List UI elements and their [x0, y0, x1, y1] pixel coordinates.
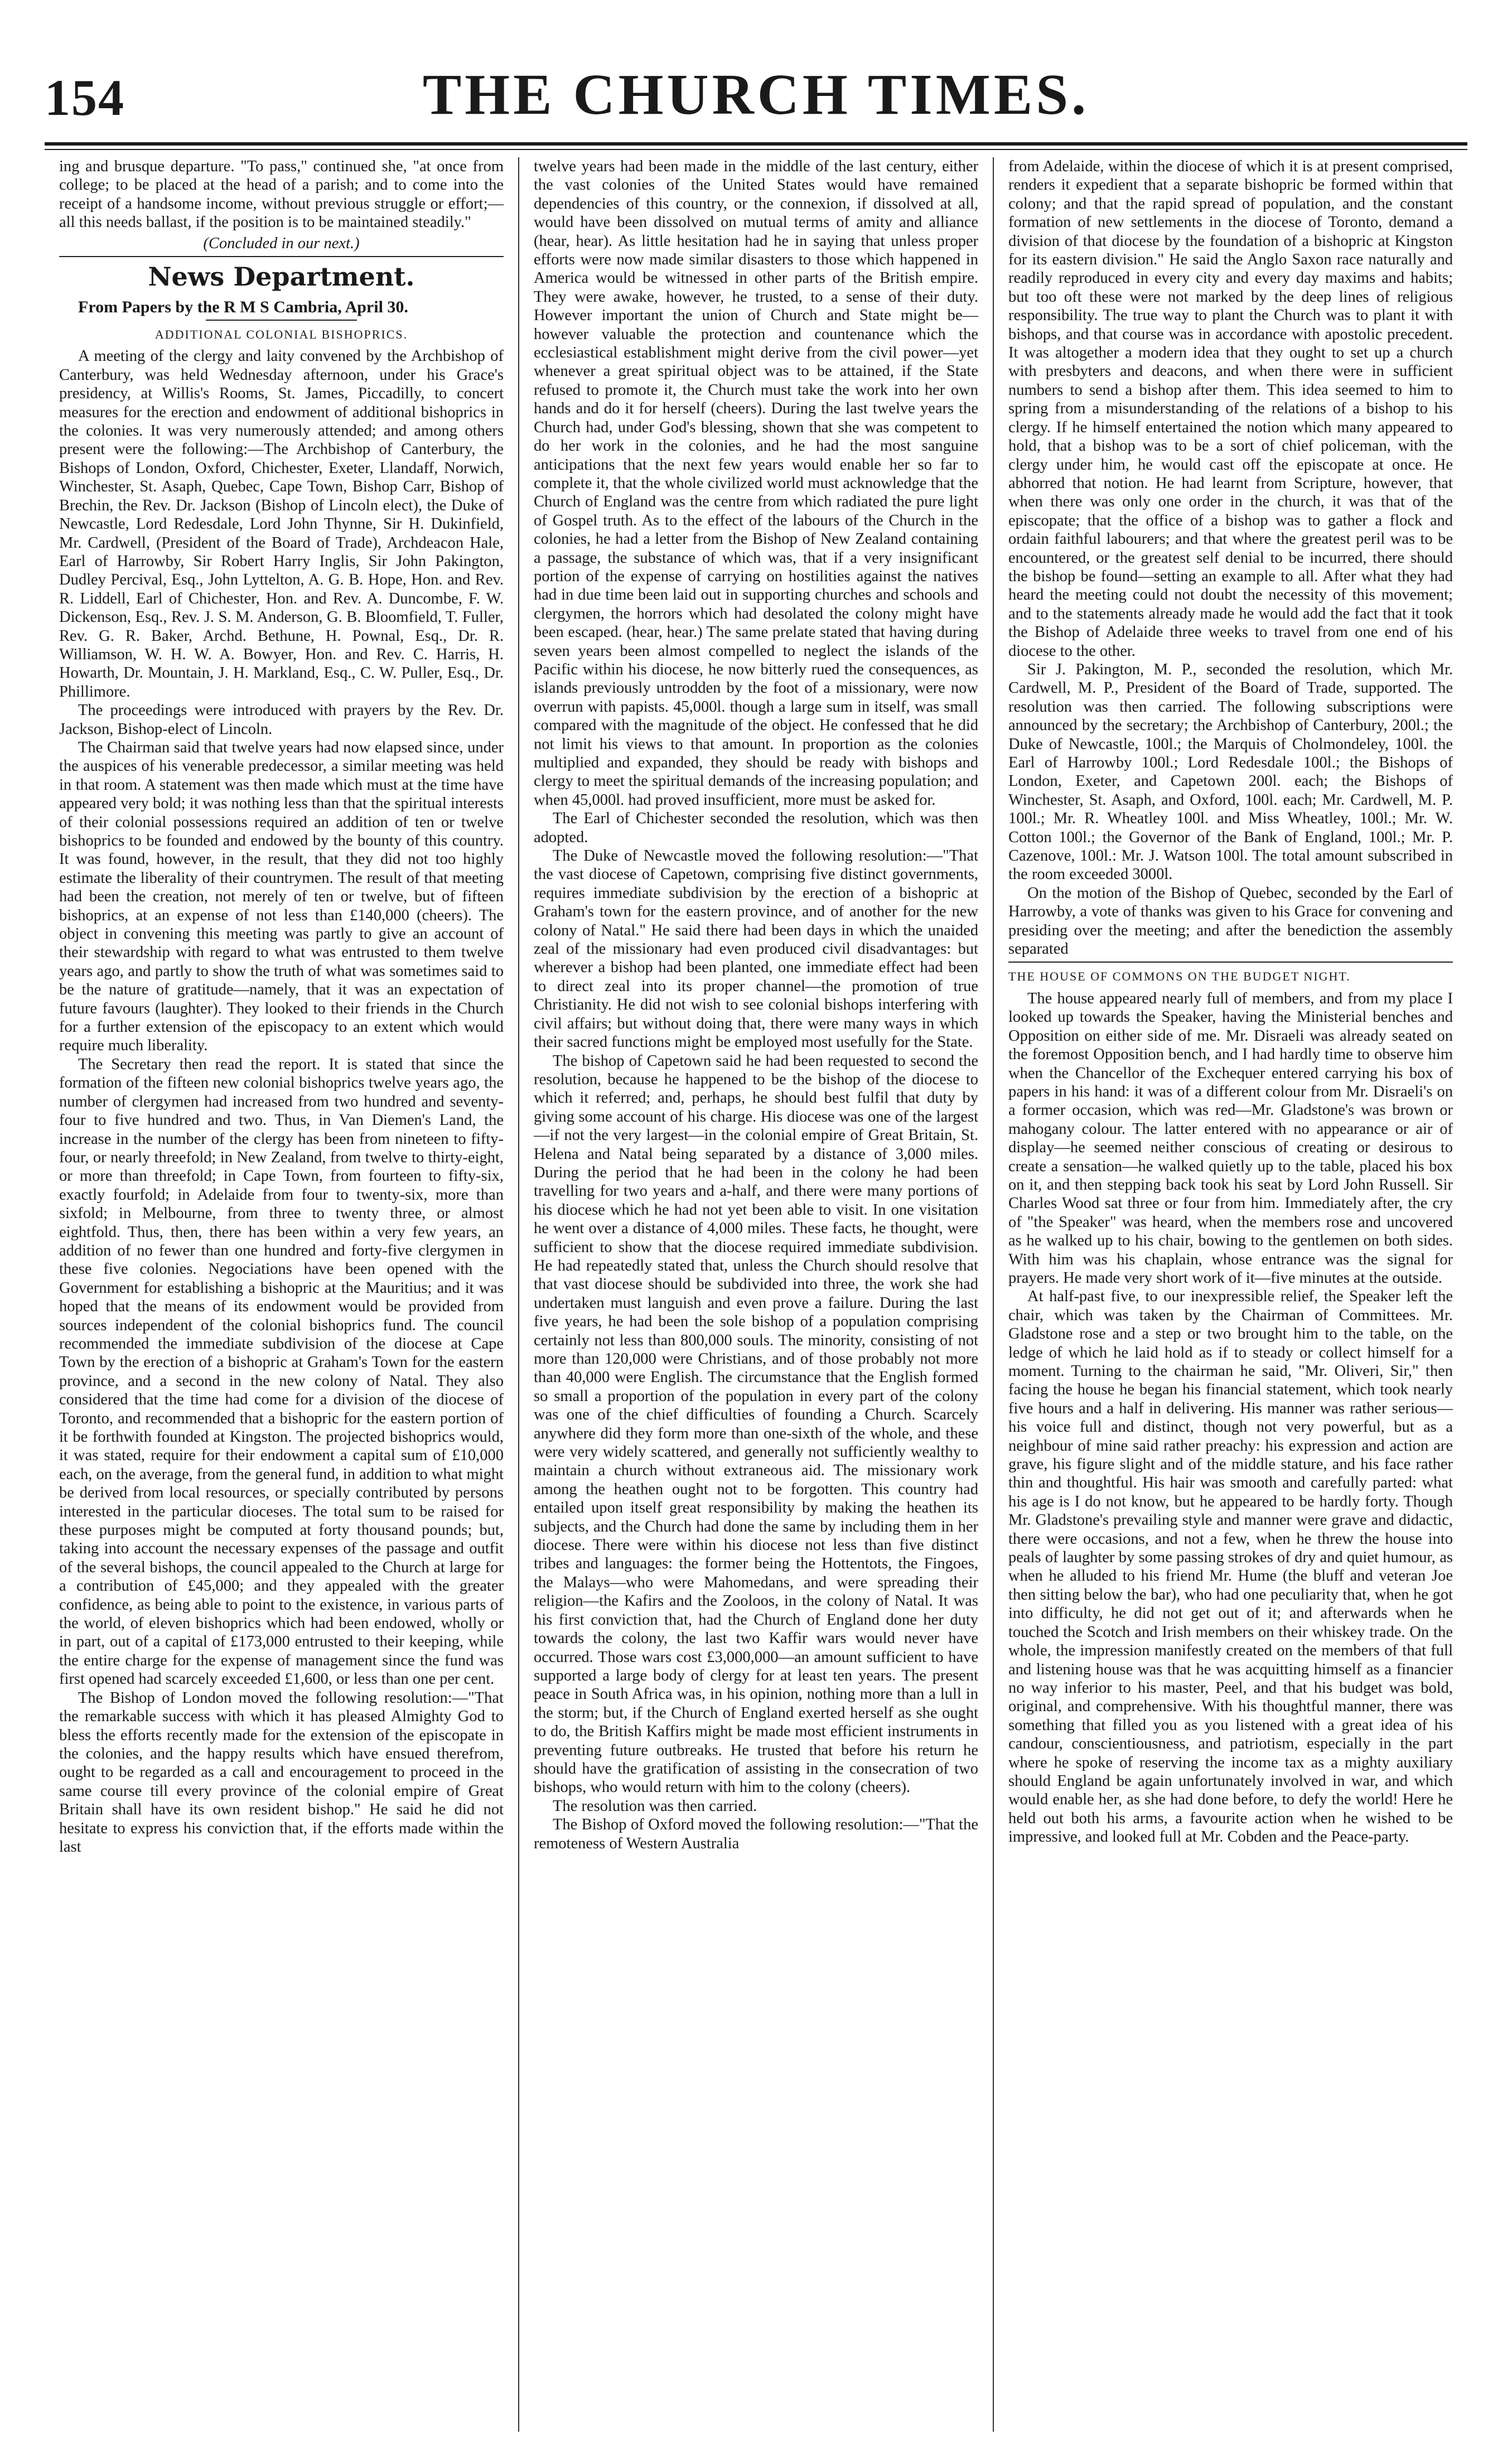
- article-columns: [45, 157, 1467, 2432]
- column-1: [45, 157, 518, 2432]
- paragraph: from Adelaide, within the diocese of which it is at present comprised, renders it expedient that a separate bishopric be formed within that colony; and that the rapid spread of population, and the constant formation of new settlements in the diocese of Toronto, demand a division of that diocese by the foundation of a bishopric at Kingston for its eastern division." He said the Anglo Saxon race naturally and readily reproduced in every city and every day maxims and habits; but too oft these were not marked by the deep lines of religious responsibility. The true way to plant the Church was to plant it with bishops, and that course was in accordance with apostolic precedent. It was altogether a modern idea that they ought to set up a church with presbyters and deacons, and when there were in sufficient numbers to send a bishop after them. This idea seemed to him to spring from a misunderstanding of the relations of a bishop to his clergy. If he himself entertained the notion which many appeared to hold, that a bishop was to be a sort of chief policeman, with the clergy under him, he would cast off the episcopate at once. He abhorred that notion. He had learnt from Scripture, however, that when there was only one order in the church, it was that of the episcopate; that the office of a bishop was to gather a flock and ordain faithful labourers; and that where the greatest peril was to be encountered, or the greatest self denial to be incurred, there should the bishop be found—setting an example to all. After what they had heard the meeting could not doubt the necessity of this movement; and to the statements already made he would add the fact that it took the Bishop of Adelaide three weeks to travel from one end of his diocese to the other.: [1008, 158, 1453, 660]
- paragraph: On the motion of the Bishop of Quebec, seconded by the Earl of Harrowby, a vote of thanks was given to his Grace for convening and presiding over the meeting; and after the benediction the assembly separated: [1008, 884, 1453, 958]
- dateline: From Papers by the R M S Cambria, April 30.: [78, 298, 408, 317]
- paragraph: The resolution was then carried.: [553, 1797, 757, 1815]
- newspaper-title: THE CHURCH TIMES.: [422, 62, 1090, 127]
- page-number: 154: [45, 69, 125, 126]
- paragraph: twelve years had been made in the middle of the last century, either the vast colonies of the United States would have remained dependencies of this country, or the connexion, if dissolved at all, would have been dissolved on mutual terms of amity and alliance (hear, hear). As little hesitation had he in saying that unless proper efforts were now made similar disasters to those which happened in America would be witnessed in other parts of the British empire. They were awake, however, he trusted, to a sense of their duty. However important the union of Church and State might be—however valuable the protection and countenance which the ecclesiastical establishment might derive from the civil power—yet whenever a great spiritual object was to be attained, if the State refused to promote it, the Church must take the work into her own hands and do it for herself (cheers). During the last twelve years the Church had, under God's blessing, shown that she was competent to do her work in the colonies, and he had the most sanguine anticipations that the next few years would enable her so far to complete it, that the whole civilized world must acknowledge that the Church of England was the centre from which radiated the pure light of Gospel truth. As to the effect of the labours of the Church in the colonies, he had a letter from the Bishop of New Zealand containing a passage, the substance of which was, that if a very insignificant portion of the expense of carrying on hostilities against the natives had in due time been laid out in supporting churches and schools and clergymen, the horrors which had desolated the colony might have been escaped. (hear, hear.) The same prelate stated that having during seven years been almost compelled to neglect the islands of the Pacific within his diocese, he now bitterly rued the consequences, as islands previously untrodden by the foot of a missionary, were now overrun with papists. 45,000l. though a large sum in itself, was small compared with the magnitude of the object. He confessed that he did not limit his views to that amount. In proportion as the colonies multiplied and expanded, they should be ready with bishops and clergy to meet the spiritual demands of the increasing population; and when 45,000l. had proved insufficient, more must be asked for.: [534, 158, 978, 809]
- article-subhead: THE HOUSE OF COMMONS ON THE BUDGET NIGHT.: [1008, 969, 1351, 984]
- masthead: [45, 61, 1467, 134]
- paragraph: The Chairman said that twelve years had now elapsed since, under the auspices of his venerable predecessor, a similar meeting was held in that room. A statement was then made which must at the time have appeared very bold; it was nothing less than that the spiritual interests of their colonial possessions required an addition of ten or twelve bishoprics to be founded and endowed by the bounty of this country. It was found, however, in the result, that they did not too highly estimate the liberality of their countrymen. The result of that meeting had been the creation, not merely of ten or twelve, but of fifteen bishoprics, at an expense of not less than £140,000 (cheers). The object in convening this meeting was partly to give an account of their stewardship with regard to what was entrusted to them twelve years ago, and partly to show the truth of what was sometimes said to be the nature of gratitude—namely, that it was an expectation of future favours (laughter). They looked to their friends in the Church for a further extension of the episcopacy to an extent which would require much liberality.: [59, 738, 504, 1055]
- paragraph: The Secretary then read the report. It is stated that since the formation of the fifteen new colonial bishoprics twelve years ago, the number of clergymen had increased from two hundred and seventy-four to five hundred and two. Thus, in Van Diemen's Land, the increase in the number of the clergy has been from nineteen to fifty-four, or nearly threefold; in New Zealand, from twelve to thirty-eight, or more than threefold; in Cape Town, from fourteen to fifty-six, exactly fourfold; in Adelaide from four to twenty-six, more than sixfold; in Melbourne, from three to twenty three, or almost eightfold. Thus, then, there has been within a very few years, an addition of no fewer than one hundred and forty-five clergymen in these five colonies. Negociations have been opened with the Government for establishing a bishopric at the Mauritius; and it was hoped that the means of its endowment would be provided from sources independent of the colonial bishoprics fund. The council recommended the immediate subdivision of the diocese at Cape Town by the erection of a bishopric at Graham's Town for the eastern province, and a second in the new colony of Natal. They also considered that the time had come for a division of the diocese of Toronto, and recommended that a bishopric for the eastern portion of it be forthwith founded at Kingston. The projected bishoprics would, it was stated, require for their endowment a capital sum of £10,000 each, on the average, from the general fund, in addition to what might be derived from local resources, or specially contributed by persons interested in the particular dioceses. The total sum to be raised for these purposes might be computed at forty thousand pounds; but, taking into account the necessary expenses of the passage and outfit of the several bishops, the council appealed to the Church at large for a contribution of £45,000; and they appealed with the greater confidence, as being able to point to the existence, in various parts of the world, of eleven bishoprics which had been endowed, wholly or in part, out of a capital of £173,000 entrusted to their keeping, while the entire charge for the expense of management since the fund was first opened had scarcely exceeded £1,600, or less than one per cent.: [59, 1055, 504, 1688]
- paragraph: The Duke of Newcastle moved the following resolution:—"That the vast diocese of Capetown, comprising five distinct governments, requires immediate subdivision by the erection of a bishopric at Graham's town for the eastern province, and of another for the new colony of Natal." He said there had been days in which the unaided zeal of the missionary had even produced civil disadvantages: but wherever a bishop had been planted, one immediate effect had been to direct zeal into its proper channel—the promotion of true Christianity. He did not wish to see colonial bishops interfering with civil affairs; but without doing that, there were many ways in which their sacred functions might be employed most usefully for the State.: [534, 847, 978, 1051]
- paragraph: The Bishop of Oxford moved the following resolution:—"That the remoteness of Western Australia: [534, 1816, 978, 1852]
- paragraph: The bishop of Capetown said he had been requested to second the resolution, because he happened to be the bishop of the diocese to which it referred; and, perhaps, he should best fulfil that duty by giving some account of his charge. His diocese was one of the largest—if not the very largest—in the colonial empire of Great Britain, St. Helena and Natal being separated by a distance of 3,000 miles. During the period that he had been in the colony he had been travelling for two years and a-half, and there were many portions of his diocese which he had not yet been able to visit. In one visitation he went over a distance of 4,000 miles. These facts, he thought, were sufficient to show that the diocese required immediate subdivision. He had repeatedly stated that, unless the Church should resolve that that vast diocese should be subdivided into three, the work she had undertaken must languish and even prove a failure. During the last five years, he had been the sole bishop of a population comprising certainly not less than 800,000 souls. The minority, consisting of not more than 120,000 were Christians, and of those probably not more than 40,000 were English. The circumstance that the English formed so small a proportion of the population in every part of the colony was one of the chief difficulties of founding a Church. Scarcely anywhere did they form more than one-sixth of the whole, and these were very widely scattered, and generally not sufficiently wealthy to maintain a church without extraneous aid. The missionary work among the heathen ought not to be forgotten. This country had entailed upon itself great responsibility by making the heathen its subjects, and the Church had done the same by including them in her diocese. There were within his diocese not less than five distinct tribes and languages: the former being the Hottentots, the Fingoes, the Malays—who were Mahomedans, and were spreading their religion—the Kafirs and the Zooloos, in the colony of Natal. It was his first conviction that, had the Church of England done her duty towards the colony, the last two Kaffir wars would never have occurred. Those wars cost £3,000,000—an amount sufficient to have supported a large body of clergy for at least ten years. The present peace in South Africa was, in his opinion, nothing more than a lull in the storm; but, if the Church of England exerted herself as she ought to do, the British Kaffirs might be made most efficient instruments in preventing future outbreaks. He trusted that before his return he should have the gratification of assisting in the consecration of two bishops, who would return with him to the colony (cheers).: [534, 1052, 978, 1796]
- masthead-rule: [45, 142, 1467, 150]
- paragraph: A meeting of the clergy and laity convened by the Archbishop of Canterbury, was held Wednesday afternoon, under his Grace's presidency, at Willis's Rooms, St. James, Piccadilly, to concert measures for the erection and endowment of additional bishoprics in the colonies. It was very numerously attended; and among others present were the following:—The Archbishop of Canterbury, the Bishops of London, Oxford, Chichester, Exeter, Llandaff, Norwich, Winchester, St. Asaph, Quebec, Cape Town, Bishop Carr, Bishop of Brechin, the Rev. Dr. Jackson (Bishop of Lincoln elect), the Duke of Newcastle, Lord Redesdale, Lord John Thynne, Sir H. Dukinfield, Mr. Cardwell, (President of the Board of Trade), Archdeacon Hale, Earl of Harrowby, Sir Robert Harry Inglis, Sir John Pakington, Dudley Percival, Esq., John Lyttelton, A. G. B. Hope, Hon. and Rev. R. Liddell, Earl of Chichester, Hon. and Rev. A. Duncombe, F. W. Dickenson, Esq., Rev. J. S. M. Anderson, G. B. Bloomfield, T. Fuller, Rev. G. R. Baker, Archd. Bethune, H. Pownal, Esq., Dr. R. Williamson, W. H. W. A. Bowyer, Hon. and Rev. C. Harris, H. Howarth, Dr. Mountain, J. H. Markland, Esq., C. W. Puller, Esq., Dr. Phillimore.: [59, 347, 504, 701]
- paragraph: The Earl of Chichester seconded the resolution, which was then adopted.: [534, 810, 978, 846]
- column-2: [518, 157, 993, 2432]
- section-title: News Department.: [148, 262, 415, 292]
- column-3: [993, 157, 1467, 2432]
- paragraph: The house appeared nearly full of members, and from my place I looked up towards the Speaker, having the Ministerial benches and Opposition on either side of me. Mr. Disraeli was already seated on the foremost Opposition bench, and I had hardly time to observe him when the Chancellor of the Exchequer entered carrying his box of papers in his hand: it was of a different colour from Mr. Disraeli's on a former occasion, which was red—Mr. Gladstone's was brown or mahogany colour. The latter entered with no appearance or air of display—he seemed neither conscious of creating or desirous to create a sensation—he walked quietly up to the table, placed his box on it, and then stepping back took his seat by Lord John Russell. Sir Charles Wood sat three or four from him. Immediately after, the cry of "the Speaker" was heard, when the members rose and uncovered as he walked up to his chair, bowing to the gentlemen on both sides. With him was his chaplain, whose entrance was the signal for prayers. He made very short work of it—five minutes at the outside.: [1008, 989, 1453, 1287]
- ornament-rule: [206, 320, 357, 321]
- story-continuation: ing and brusque departure. "To pass," continued she, "at once from college; to be placed at the head of a parish; and to come into the receipt of a handsome income, without previous struggle or effort;—all this needs ballast, if the position is to be maintained steadily.": [59, 158, 504, 231]
- paragraph: The proceedings were introduced with prayers by the Rev. Dr. Jackson, Bishop-elect of Lincoln.: [59, 702, 504, 738]
- concluded-note: (Concluded in our next.): [203, 234, 360, 252]
- paragraph: Sir J. Pakington, M. P., seconded the resolution, which Mr. Cardwell, M. P., President of the Board of Trade, supported. The resolution was then carried. The following subscriptions were announced by the secretary; the Archbishop of Canterbury, 200l.; the Duke of Newcastle, 100l.; the Marquis of Cholmondeley, 100l. the Earl of Harrowby 100l.; Lord Redesdale 100l.; the Bishops of London, Exeter, and Capetown 200l. each; the Bishops of Winchester, St. Asaph, and Oxford, 100l. each; Mr. Cardwell, M. P. 100l.; Mr. R. Wheatley 100l. and Miss Wheatley, 100l.; Mr. W. Cotton 100l.; the Governor of the Bank of England, 100l.; Mr. P. Cazenove, 100l.: Mr. J. Watson 100l. The total amount subscribed in the room exceeded 3000l.: [1008, 660, 1453, 883]
- article-subhead: ADDITIONAL COLONIAL BISHOPRICS.: [154, 327, 408, 342]
- section-divider: [59, 256, 504, 257]
- paragraph: At half-past five, to our inexpressible relief, the Speaker left the chair, which was taken by the Chairman of Committees. Mr. Gladstone rose and a step or two brought him to the table, on the ledge of which he laid hold as if to steady or collect himself for a moment. Turning to the chairman he said, "Mr. Oliveri, Sir," then facing the house he began his financial statement, which took nearly five hours and a half in delivering. His manner was rather serious—his voice full and distinct, though not very powerful, but as a neighbour of mine said rather preachy: his expression and action are grave, his figure slight and of the middle stature, and his face rather thin and thoughtful. His hair was smooth and carefully parted: what his age is I do not know, but he appeared to be hardly forty. Though Mr. Gladstone's prevailing style and manner were grave and didactic, there were occasions, and not a few, when he threw the house into peals of laughter by some passing strokes of dry and quiet humour, as when he alluded to his friend Mr. Hume (the bluff and veteran Joe then sitting below the bar), who had one peculiarity that, when he got into difficulty, he did not get out of it; and afterwards when he touched the Scotch and Irish members on their whiskey trade. On the whole, the impression manifestly created on the members of that full and listening house was that he was acquitting himself as a financier no way inferior to his master, Peel, and that his budget was bold, original, and comprehensive. With his thoughtful manner, there was something that filled you as you listened with a great idea of his candour, conscientiousness, and patriotism, especially in the part where he spoke of reserving the income tax as a mighty auxiliary should England be again unfortunately involved in war, and which would enable her, as she had done before, to defy the world! Here he held out both his arms, a favourite action when he wished to be impressive, and looked full at Mr. Cobden and the Peace-party.: [1008, 1288, 1453, 1846]
- paragraph: The Bishop of London moved the following resolution:—"That the remarkable success with which it has pleased Almighty God to bless the efforts recently made for the extension of the episcopate in the colonies, and the happy results which have ensued therefrom, ought to be regarded as a call and encouragement to proceed in the same course till every province of the colonial empire of Great Britain shall have its own resident bishop." He said he did not hesitate to express his conviction that, if the efforts made within the last: [59, 1689, 504, 1856]
- section-divider: [1008, 962, 1453, 963]
